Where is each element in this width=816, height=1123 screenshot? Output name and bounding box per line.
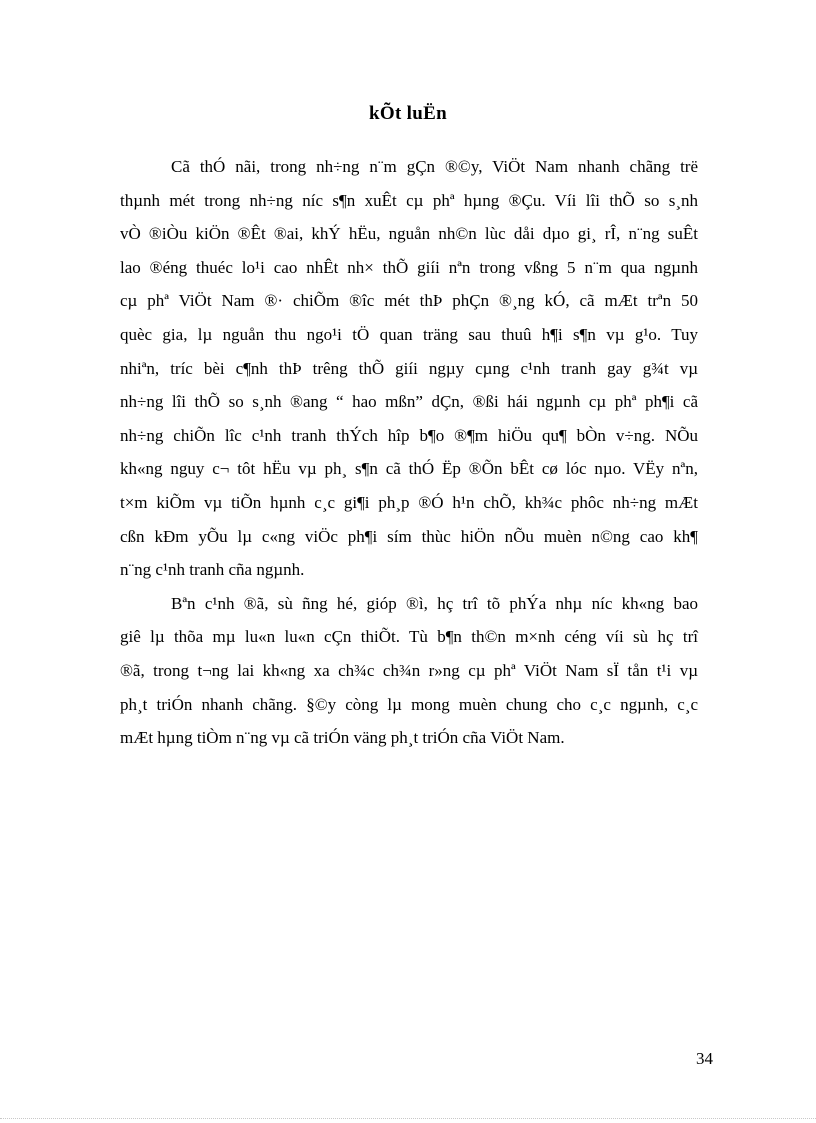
paragraph-line: vÒ ®iÒu kiÖn ®Êt ®ai, khÝ hËu, nguån nh©n lùc dåi dµo gi¸ rÎ, n¨ng suÊt — [120, 224, 698, 244]
paragraph-line: n¨ng c¹nh tranh cña ngµnh. — [120, 560, 305, 580]
paragraph-line: nh÷ng lîi thÕ so s¸nh ®ang “ hao mßn” dÇn, ®ßi hái ngµnh cµ phª ph¶i cã — [120, 392, 698, 412]
paragraph-line: Cã thÓ nãi, trong nh÷ng n¨m gÇn ®©y, ViÖt Nam nhanh chãng trë — [171, 157, 698, 176]
paragraph-line: t×m kiÕm vµ tiÕn hµnh c¸c gi¶i ph¸p ®Ó h¹n chÕ, kh¾c phôc nh÷ng mÆt — [120, 492, 698, 512]
page-title: kÕt luËn — [369, 103, 447, 124]
paragraph-1 — [120, 150, 698, 587]
paragraph-line: lao ®éng thuéc lo¹i cao nhÊt nh× thÕ giíi nªn trong vßng 5 n¨m qua ngµnh — [120, 257, 698, 277]
paragraph-line: cµ phª ViÖt Nam ®· chiÕm ®îc mét thÞ phÇn ®¸ng kÓ, cã mÆt trªn 50 — [120, 291, 698, 311]
paragraph-line: cßn kÐm yÕu lµ c«ng viÖc ph¶i sím thùc hiÖn nÕu muèn n©ng cao kh¶ — [120, 526, 698, 546]
paragraph-line: mÆt hµng tiÒm n¨ng vµ cã triÓn väng ph¸t triÓn cña ViÖt Nam. — [120, 728, 565, 748]
page-bottom-divider — [0, 1118, 816, 1119]
paragraph-line: ph¸t triÓn nhanh chãng. §©y còng lµ mong muèn chung cho c¸c ngµnh, c¸c — [120, 694, 698, 714]
paragraph-line: ®ã, trong t¬ng lai kh«ng xa ch¾c ch¾n r»ng cµ phª ViÖt Nam sÏ tån t¹i vµ — [120, 660, 698, 680]
paragraph-line: nhiªn, tríc bèi c¶nh thÞ trêng thÕ giíi ngµy cµng c¹nh tranh gay g¾t vµ — [120, 358, 698, 378]
paragraph-line: Bªn c¹nh ®ã, sù ñng hé, gióp ®ì, hç trî tõ phÝa nhµ níc kh«ng bao — [171, 593, 698, 613]
paragraph-line: nh÷ng chiÕn lîc c¹nh tranh thÝch hîp b¶o ®¶m hiÖu qu¶ bÒn v÷ng. NÕu — [120, 425, 698, 445]
page-number: 34 — [696, 1049, 713, 1068]
document-body — [120, 150, 698, 755]
paragraph-line: thµnh mét trong nh÷ng níc s¶n xuÊt cµ phª hµng ®Çu. Víi lîi thÕ so s¸nh — [120, 190, 698, 210]
paragraph-line: giê lµ thõa mµ lu«n lu«n cÇn thiÕt. Tù b¶n th©n m×nh céng víi sù hç trî — [120, 627, 698, 647]
paragraph-2 — [120, 587, 698, 755]
paragraph-line: quèc gia, lµ nguån thu ngo¹i tÖ quan träng sau thuû h¶i s¶n vµ g¹o. Tuy — [120, 324, 698, 344]
paragraph-line: kh«ng nguy c¬ tôt hËu vµ ph¸ s¶n cã thÓ Ëp ®Õn bÊt cø lóc nµo. VËy nªn, — [120, 459, 698, 479]
